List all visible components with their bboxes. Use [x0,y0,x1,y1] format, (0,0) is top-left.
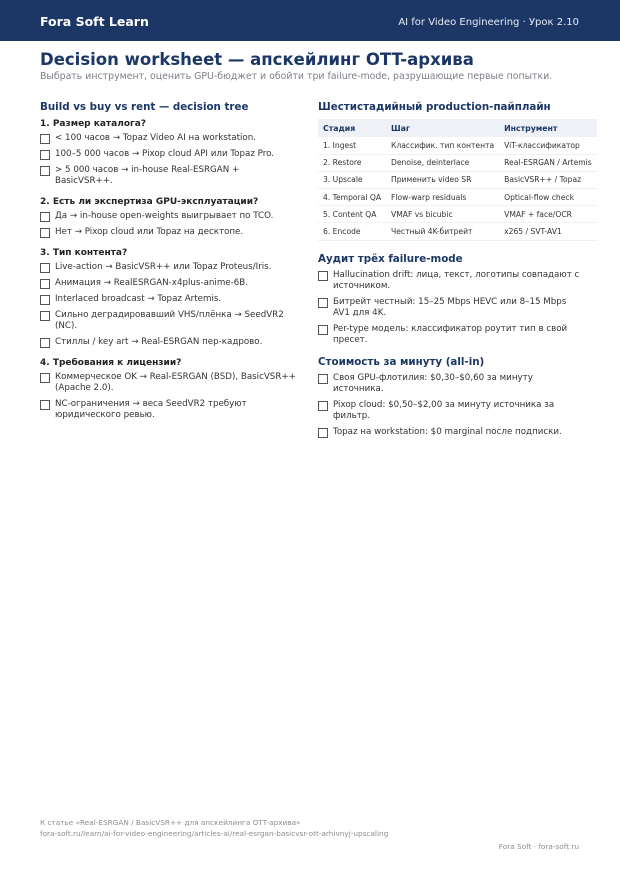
question-title: 3. Тип контента? [40,248,128,258]
checklist-item-label: Да → in-house open-weights выигрывает по TCO. [55,211,274,221]
table-cell-stage: 6. Encode [318,223,386,240]
checklist-item [40,133,296,144]
table-cell-stage: 4. Temporal QA [318,189,386,206]
table-cell-stage: 2. Restore [318,154,386,171]
cost-section [318,356,583,438]
page-title: Decision worksheet — апскейлинг OTT-архива [40,50,474,69]
table-cell-tool: BasicVSR++ / Topaz [499,171,597,188]
question-title: 4. Требования к лицензии? [40,358,182,368]
table-cell-tool: Real-ESRGAN / Artemis [499,154,597,171]
checklist-item-label: Коммерческое OK → Real-ESRGAN (BSD), BasicVSR++ (Apache 2.0). [55,372,296,393]
checklist-item-label: Pixop cloud: $0,50–$2,00 за минуту источника за фильтр. [333,399,555,421]
checklist-item-label: > 5 000 часов → in-house Real-ESRGAN + BasicVSR++. [55,165,240,186]
checklist-item [40,149,296,160]
table-cell-stage: 1. Ingest [318,137,386,154]
checkbox[interactable] [318,428,328,438]
table-cell-stage: 5. Content QA [318,206,386,223]
checklist-item [40,310,296,332]
checkbox[interactable] [40,263,50,273]
checklist-item-label: Нет → Pixop cloud или Topaz на десктопе. [55,227,244,237]
header-bar [0,0,620,41]
checklist-item-label: Анимация → RealESRGAN-x4plus-anime-6B. [55,278,249,288]
checkbox[interactable] [318,325,328,335]
checklist-item-label: Сильно деградировавший VHS/плёнка → SeedVR2 (NC). [55,310,284,331]
table-cell-step: Denoise, deinterlace [386,154,499,171]
checkbox[interactable] [40,373,50,383]
question-title: 2. Есть ли экспертиза GPU-эксплуатации? [40,197,259,207]
checkbox[interactable] [40,295,50,305]
checklist-item [318,324,583,346]
decision-tree-section [40,101,296,421]
table-row [318,171,597,188]
checkbox[interactable] [40,228,50,238]
footer-article-reference: К статье «Real-ESRGAN / BasicVSR++ для апскейлинга OTT-архива» [40,818,301,827]
checklist-item-label: Битрейт честный: 15–25 Mbps HEVC или 8–15 Mbps AV1 для 4K. [333,296,567,318]
checklist-item-label: Своя GPU-флотилия: $0,30–$0,60 за минуту источника. [333,372,533,394]
question-license [40,357,296,421]
checkbox[interactable] [40,150,50,160]
checklist-item-label: NC-ограничения → веса SeedVR2 требуют юридического ревью. [55,399,247,420]
checkbox[interactable] [318,401,328,411]
table-cell-tool: x265 / SVT-AV1 [499,223,597,240]
checklist-item [40,262,296,273]
table-cell-step: Применить video SR [386,171,499,188]
page-subtitle: Выбрать инструмент, оценить GPU-бюджет и обойти три failure-mode, разрушающие первые попытки. [40,71,553,82]
question-catalog-size [40,118,296,187]
checkbox[interactable] [318,298,328,308]
column-header-step: Шаг [386,119,499,137]
checkbox[interactable] [40,166,50,176]
checkbox[interactable] [40,338,50,348]
pipeline-heading: Шестистадийный production-пайплайн [318,101,551,113]
checkbox[interactable] [40,279,50,289]
checklist-item [40,372,296,394]
checklist-item [40,278,296,289]
pipeline-section [318,101,592,438]
checkbox[interactable] [318,374,328,384]
footer-url[interactable]: fora-soft.ru/learn/ai-for-video-engineering/articles-ai/real-esrgan-basicvsr-ott-arhivnyj-upscaling [40,829,389,838]
table-row [318,206,597,223]
pipeline-table [318,119,597,241]
checkbox[interactable] [40,134,50,144]
checklist-item [40,211,296,222]
footer-brand: Fora Soft · fora-soft.ru [498,842,579,851]
table-header-row [318,119,597,137]
cost-heading: Стоимость за минуту (all-in) [318,355,485,368]
table-row [318,189,597,206]
question-title: 1. Размер каталога? [40,119,146,129]
column-header-tool: Инструмент [499,119,597,137]
brand-name: Fora Soft Learn [40,14,149,29]
column-header-stage: Стадия [318,119,386,137]
checklist-item [40,227,296,238]
checklist-item-label: Стиллы / key art → Real-ESRGAN пер-кадрово. [55,337,263,347]
checkbox[interactable] [318,271,328,281]
audit-heading: Аудит трёх failure-mode [318,252,463,265]
question-gpu-expertise [40,196,296,238]
checklist-item [40,399,296,421]
checklist-item [318,270,583,292]
checkbox[interactable] [40,311,50,321]
checklist-item [318,373,583,395]
table-cell-tool: ViT-классификатор [499,137,597,154]
question-content-type [40,247,296,348]
checklist-item [40,294,296,305]
table-cell-tool: Optical-flow check [499,189,597,206]
checklist-item [40,165,296,187]
table-cell-stage: 3. Upscale [318,171,386,188]
audit-section [318,253,583,346]
table-cell-tool: VMAF + face/OCR [499,206,597,223]
checklist-item [318,400,583,422]
table-cell-step: Честный 4K-битрейт [386,223,499,240]
checklist-item [40,337,296,348]
table-cell-step: Flow-warp residuals [386,189,499,206]
checklist-item-label: 100–5 000 часов → Pixop cloud API или Topaz Pro. [55,149,275,159]
checklist-item-label: Topaz на workstation: $0 marginal после подписки. [333,426,562,437]
table-row [318,154,597,171]
table-cell-step: VMAF vs bicubic [386,206,499,223]
lesson-label: AI for Video Engineering · Урок 2.10 [398,17,579,28]
checklist-item-label: Per-type модель: классификатор роутит тип в свой пресет. [333,323,568,345]
checklist-item-label: Hallucination drift: лица, текст, логотипы совпадают с источником. [333,269,580,291]
checkbox[interactable] [40,400,50,410]
checkbox[interactable] [40,212,50,222]
table-cell-step: Классифик. тип контента [386,137,499,154]
checklist-item [318,427,583,438]
decision-tree-heading: Build vs buy vs rent — decision tree [40,101,249,113]
table-row [318,137,597,154]
checklist-item [318,297,583,319]
table-row [318,223,597,240]
checklist-item-label: < 100 часов → Topaz Video AI на workstation. [55,133,256,143]
checklist-item-label: Interlaced broadcast → Topaz Artemis. [55,294,222,304]
checklist-item-label: Live-action → BasicVSR++ или Topaz Proteus/Iris. [55,262,272,272]
